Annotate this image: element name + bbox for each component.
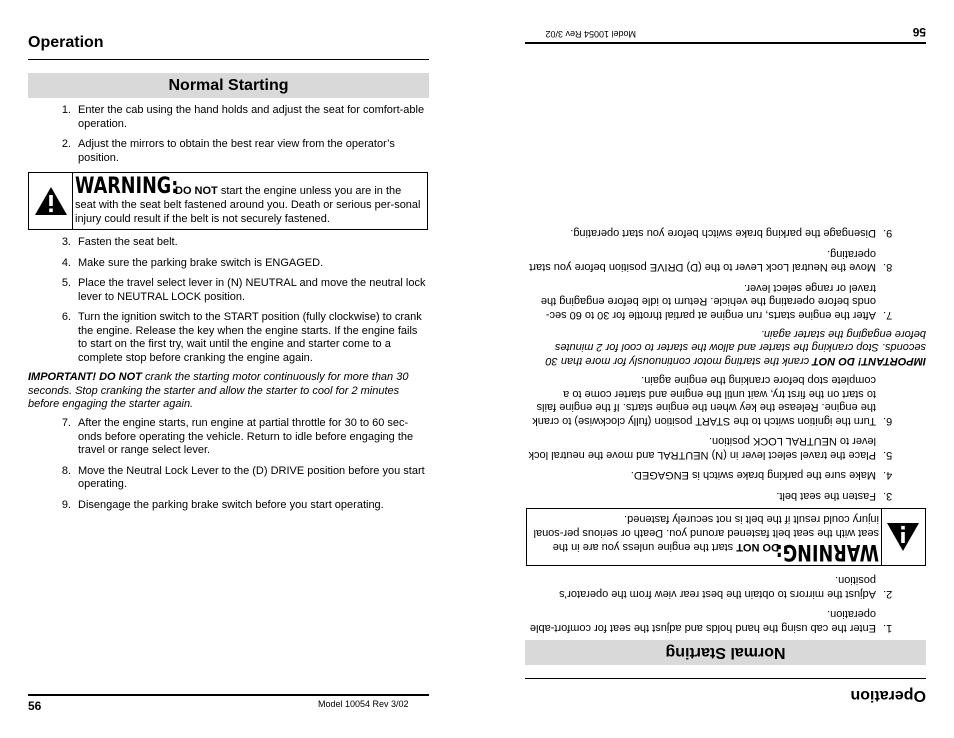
subsection-title: Normal Starting [525, 640, 926, 665]
list-item: 8. Move the Neutral Lock Lever to the (D) DRIVE position before you start operating. [529, 248, 893, 274]
section-title: Operation [850, 687, 926, 704]
list-item: 9. Disengage the parking brake switch before you start operating. [61, 498, 384, 511]
list-item: 6. Turn the ignition switch to the START position (fully clockwise) to crank the engine. Release the key when the engine starts. If the engine fails to start on the first try, wait until the engine and starter come to a complete stop before cranking the engine again. [61, 311, 422, 364]
page-number: 56 [28, 699, 42, 713]
list-item: 7. After the engine starts, run engine at partial throttle for 30 to 60 sec-onds before operating the vehicle. Return to idle before engaging the travel or range select lever. [540, 282, 893, 321]
title-rule [525, 678, 926, 679]
warning-body: start the engine unless you are in the seat with the seat belt fastened around you. Death or serious per-sonal injury could result if the belt is not securely fastened. [75, 185, 421, 225]
warning-text [531, 512, 879, 562]
important-note [525, 327, 926, 368]
list-item: 2. Adjust the mirrors to obtain the best rear view from the operator’s position. [61, 138, 395, 164]
list-item: 8. Move the Neutral Lock Lever to the (D) DRIVE position before you start operating. [61, 464, 425, 490]
list-item: 6. Turn the ignition switch to the START position (fully clockwise) to crank the engine. Release the key when the engine starts. If the engine fails to start on the first try, wait until the engine and starter come to a complete stop before cranking the engine again. [532, 374, 893, 427]
footer-rule [525, 42, 926, 44]
warning-icon [29, 173, 73, 229]
section-title: Operation [28, 34, 104, 51]
important-lead: IMPORTANT! DO NOT [812, 355, 926, 367]
warning-box [28, 172, 428, 230]
list-item: 4. Make sure the parking brake switch is ENGAGED. [630, 469, 893, 482]
important-lead: IMPORTANT! DO NOT [28, 371, 142, 383]
footer-model: Model 10054 Rev 3/02 [545, 29, 636, 39]
list-item: 2. Adjust the mirrors to obtain the best rear view from the operator’s position. [559, 574, 893, 600]
list-item: 4. Make sure the parking brake switch is ENGAGED. [61, 256, 324, 269]
footer-rule [28, 694, 429, 696]
page-number: 56 [912, 25, 926, 39]
warning-text [75, 176, 423, 226]
warning-box [526, 508, 926, 566]
important-note [28, 371, 429, 412]
footer-model: Model 10054 Rev 3/02 [318, 699, 409, 709]
warning-icon [881, 509, 925, 565]
steps-list-a [28, 104, 429, 172]
list-item: 1. Enter the cab using the hand holds and adjust the seat for comfort-able operation. [529, 608, 893, 634]
steps-list-c [525, 219, 926, 321]
list-item: 7. After the engine starts, run engine at partial throttle for 30 to 60 sec-onds before operating the vehicle. Return to idle before engaging the travel or range select lever. [61, 417, 414, 456]
steps-list-b [525, 366, 926, 502]
list-item: 3. Fasten the seat belt. [61, 236, 178, 248]
warning-label: WARNING: [75, 174, 179, 199]
important-text: crank the starting motor continuously for more than 30 seconds. Stop cranking the starter and allow the starter to cool for 2 minutes before engaging the starter again. [28, 371, 409, 410]
page-right-mirrored [477, 0, 954, 738]
title-rule [28, 59, 429, 60]
list-item: 3. Fasten the seat belt. [776, 490, 893, 502]
warning-label: WARNING: [775, 539, 879, 564]
warning-emphasis: DO NOT [175, 185, 218, 197]
list-item: 1. Enter the cab using the hand holds and adjust the seat for comfort-able operation. [61, 104, 425, 130]
warning-emphasis: DO NOT [736, 541, 779, 553]
steps-list-a [525, 566, 926, 634]
list-item: 9. Disengage the parking brake switch before you start operating. [570, 227, 893, 240]
important-text: crank the starting motor continuously for more than 30 seconds. Stop cranking the starter and allow the starter to cool for 2 minutes before engaging the starter again. [545, 328, 926, 367]
steps-list-b [28, 236, 429, 372]
steps-list-c [28, 417, 429, 519]
list-item: 5. Place the travel select lever in (N) NEUTRAL and move the neutral lock lever to NEUTRAL LOCK position. [528, 435, 893, 461]
list-item: 5. Place the travel select lever in (N) NEUTRAL and move the neutral lock lever to NEUTRAL LOCK position. [61, 277, 426, 303]
warning-body: start the engine unless you are in the seat with the seat belt fastened around you. Death or serious per-sonal injury could result if the belt is not securely fastened. [533, 513, 879, 553]
subsection-title: Normal Starting [28, 73, 429, 98]
